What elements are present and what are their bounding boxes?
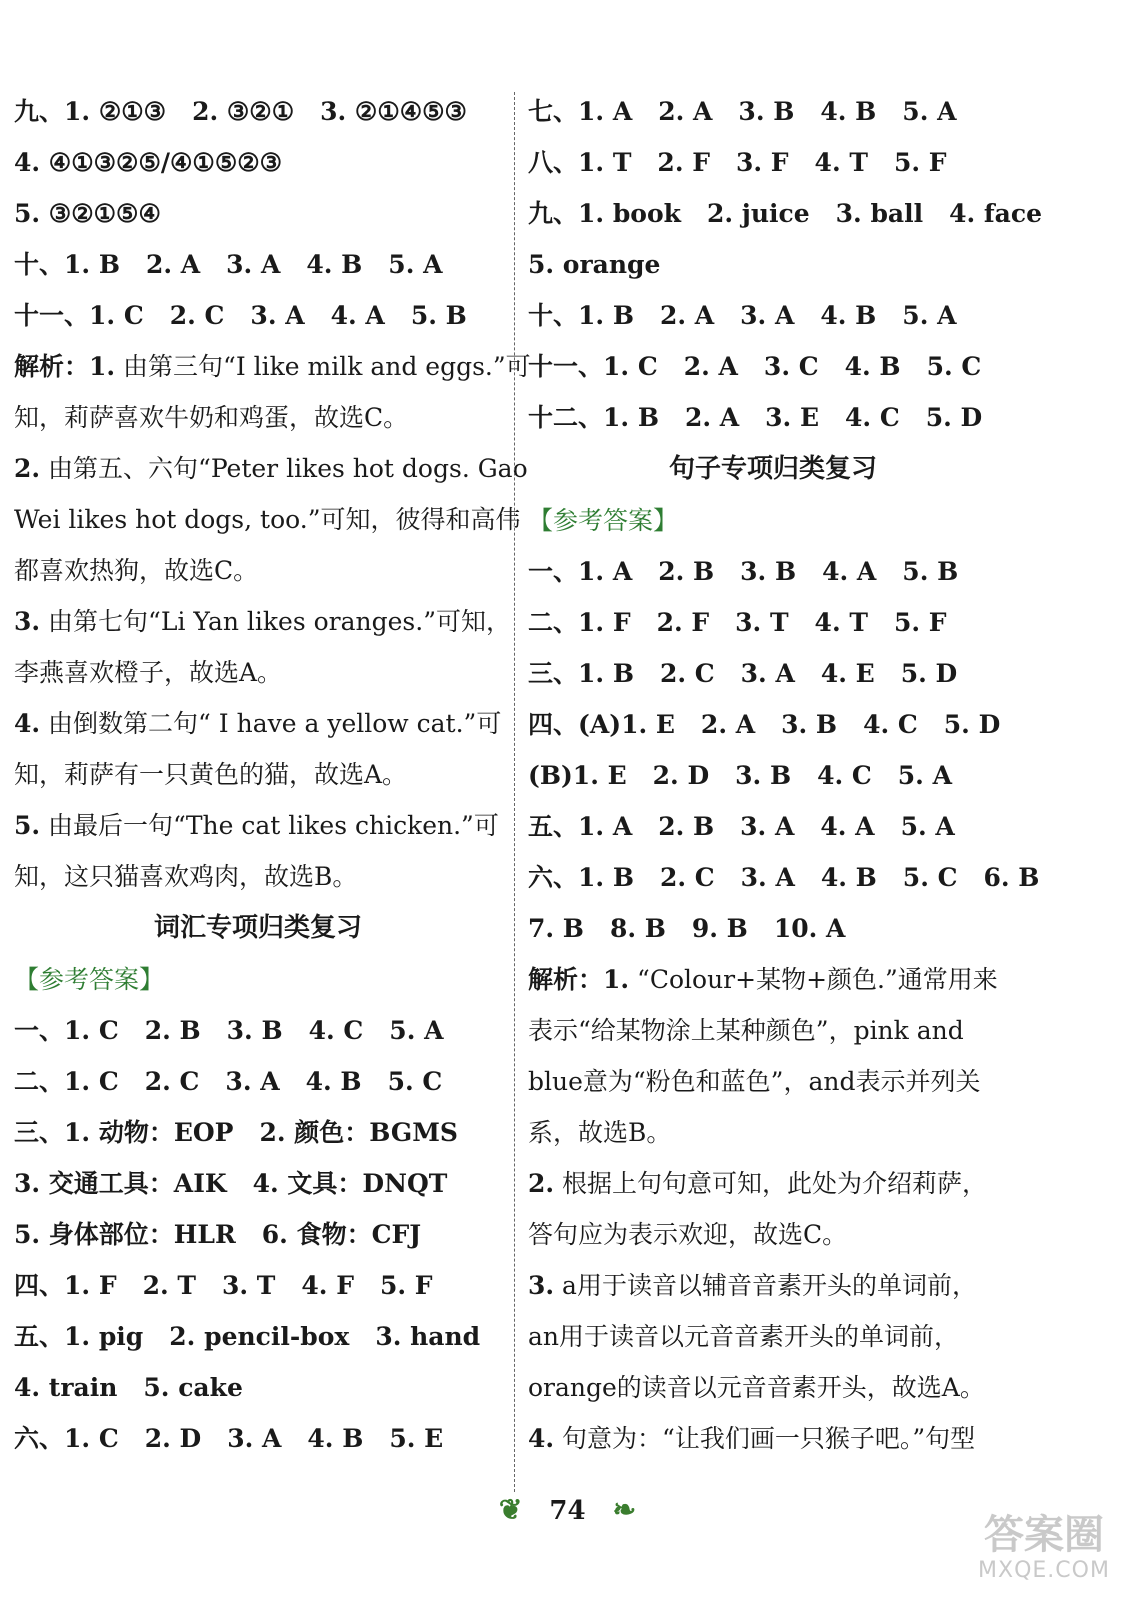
section-label: 九、 xyxy=(14,97,65,126)
page-number: 74 xyxy=(549,1496,586,1526)
answer-item: 2. A xyxy=(145,250,201,279)
section-label: 十二、 xyxy=(528,403,604,432)
explanation-text: blue意为“粉色和蓝色”，and表示并列关 xyxy=(528,1067,981,1096)
section-label: 九、 xyxy=(528,199,579,228)
explanation-line xyxy=(528,1158,1018,1209)
answer-item: 3. B xyxy=(740,557,797,586)
leaf-left-icon: ❦ xyxy=(498,1493,523,1526)
section-label: 三、 xyxy=(14,1118,65,1147)
answer-item: 4. ④①③②⑤/④①⑤②③ xyxy=(14,148,283,177)
answer-item: 4. A xyxy=(822,557,877,586)
answer-item: 1. C xyxy=(64,1016,119,1045)
answer-row xyxy=(14,1311,502,1362)
explanation-lead: 解析：1. xyxy=(528,965,630,994)
explanation-text: Wei likes hot dogs, too.”可知，彼得和高伟 xyxy=(14,505,521,534)
answer-item: 4. A xyxy=(330,301,385,330)
answer-item: 3. A xyxy=(225,1067,280,1096)
answer-item: 2. F xyxy=(656,608,710,637)
answer-item: 2. B xyxy=(658,812,715,841)
answer-item: 5. A xyxy=(902,301,957,330)
answer-item: 4. T xyxy=(814,148,868,177)
answer-item: 5. C xyxy=(387,1067,443,1096)
answer-row xyxy=(14,188,502,239)
section-label: 七、 xyxy=(528,97,579,126)
section-label: 一、 xyxy=(528,557,579,586)
section-label: 十一、 xyxy=(14,301,90,330)
explanation-line xyxy=(14,443,528,494)
answer-item: 4. B xyxy=(820,301,877,330)
answer-item: 1. A xyxy=(578,557,633,586)
answer-item: 6. B xyxy=(983,863,1040,892)
answer-item: 5. A xyxy=(389,1016,444,1045)
answer-row xyxy=(528,699,1018,750)
answer-item: 5. E xyxy=(389,1424,444,1453)
section-label: 十一、 xyxy=(528,352,604,381)
leaf-right-icon: ❧ xyxy=(612,1493,637,1526)
answer-item: 5. F xyxy=(893,148,947,177)
answer-item: 2. D xyxy=(144,1424,202,1453)
explanation-text: 由第五、六句“Peter likes hot dogs. Gao xyxy=(40,454,528,483)
right-column xyxy=(528,86,1043,1464)
answer-item: 2. juice xyxy=(706,199,810,228)
section-label: 六、 xyxy=(14,1424,65,1453)
answer-item: 5. F xyxy=(379,1271,433,1300)
answer-item: 2. A xyxy=(658,97,713,126)
answer-item: 3. F xyxy=(735,148,789,177)
answer-item: 4. B xyxy=(305,1067,362,1096)
section-label: 十、 xyxy=(528,301,579,330)
explanation-line xyxy=(14,341,531,392)
answer-item: 1. 动物：EOP xyxy=(64,1118,234,1147)
answer-item: 2. D xyxy=(652,761,710,790)
answer-row xyxy=(14,239,502,290)
answer-item: 5. A xyxy=(388,250,443,279)
answer-row xyxy=(528,86,1018,137)
answer-item: 1. C xyxy=(89,301,144,330)
section-label: 五、 xyxy=(528,812,579,841)
explanation-text: 由第三句“I like milk and eggs.”可 xyxy=(115,352,531,381)
answer-row xyxy=(528,648,1018,699)
answer-item: 4. face xyxy=(949,199,1043,228)
left-column xyxy=(14,86,531,1464)
answer-item: 8. B xyxy=(609,914,666,943)
answer-item: 4. A xyxy=(820,812,875,841)
answer-row xyxy=(528,597,1018,648)
answer-row xyxy=(14,290,502,341)
answer-item: 1. A xyxy=(578,97,633,126)
answer-item: 3. 交通工具：AIK xyxy=(14,1169,227,1198)
answer-row xyxy=(14,1158,502,1209)
answer-item: 2. C xyxy=(659,659,715,688)
answer-item: 1. C xyxy=(64,1067,119,1096)
answer-row xyxy=(528,546,1018,597)
explanation-text: “Colour+某物+颜色.”通常用来 xyxy=(629,965,998,994)
answer-item: 2. C xyxy=(169,301,225,330)
explanation-line xyxy=(528,1260,1018,1311)
answer-item: 1. F xyxy=(578,608,631,637)
answer-item: 2. A xyxy=(684,403,740,432)
answer-item: 7. B xyxy=(528,914,584,943)
section-label: 二、 xyxy=(14,1067,65,1096)
answer-item: 1. ②①③ xyxy=(64,97,167,126)
answer-item: 2. F xyxy=(657,148,710,177)
answer-row xyxy=(528,188,1043,239)
answer-item: 5. B xyxy=(410,301,467,330)
answer-item: 1. T xyxy=(578,148,632,177)
answer-item: 9. B xyxy=(691,914,748,943)
answer-item: 4. T xyxy=(814,608,868,637)
answer-item: 3. C xyxy=(763,352,819,381)
explanation-text: 知，莉萨有一只黄色的猫，故选A。 xyxy=(14,760,408,789)
answer-row xyxy=(14,1413,502,1464)
explanation-line xyxy=(528,1413,1018,1464)
explanation-lead: 2. xyxy=(528,1169,555,1198)
answer-item: 1. A xyxy=(578,812,633,841)
answer-item: 3. ball xyxy=(835,199,924,228)
answer-item: 4. C xyxy=(845,403,900,432)
answer-item: 4. C xyxy=(863,710,918,739)
answer-item: 5. 身体部位：HLR xyxy=(14,1220,236,1249)
answer-item: 3. A xyxy=(740,659,795,688)
answer-item: 4. B xyxy=(307,1424,364,1453)
explanation-line xyxy=(14,494,521,545)
answer-item: 3. B xyxy=(781,710,838,739)
answer-item: 4. C xyxy=(817,761,872,790)
explanation-line xyxy=(14,596,511,647)
answer-row xyxy=(528,341,1018,392)
section-label: 四、 xyxy=(14,1271,65,1300)
answer-item: 1. E xyxy=(621,710,675,739)
section-heading: 词汇专项归类复习 xyxy=(153,913,362,943)
explanation-line xyxy=(528,954,1018,1005)
explanation-text: 由最后一句“The cat likes chicken.”可 xyxy=(40,811,499,840)
explanation-line xyxy=(528,1107,1018,1158)
section-label: (B) xyxy=(528,761,573,790)
section-label: 五、 xyxy=(14,1322,65,1351)
answer-item: 4. F xyxy=(301,1271,354,1300)
answer-row xyxy=(14,86,502,137)
explanation-line xyxy=(14,392,502,443)
explanation-line xyxy=(14,698,502,749)
explanation-lead: 3. xyxy=(14,607,41,636)
answer-item: 1. pig xyxy=(64,1322,144,1351)
explanation-text: orange的读音以元音音素开头，故选A。 xyxy=(528,1373,985,1402)
answer-item: 4. 文具：DNQT xyxy=(252,1169,448,1198)
answer-item: 5. A xyxy=(900,812,955,841)
answer-item: 2. C xyxy=(659,863,715,892)
explanation-lead: 4. xyxy=(528,1424,555,1453)
explanation-line xyxy=(528,1005,1018,1056)
answer-item: 3. A xyxy=(740,863,795,892)
answer-row xyxy=(528,801,1018,852)
answer-item: 2. B xyxy=(658,557,715,586)
answer-item: 4. E xyxy=(820,659,875,688)
answer-item: 10. A xyxy=(773,914,846,943)
section-label: 一、 xyxy=(14,1016,65,1045)
answer-item: 4. B xyxy=(820,863,877,892)
section-label: 八、 xyxy=(528,148,579,177)
explanation-text: 句意为：“让我们画一只猴子吧。”句型 xyxy=(554,1424,976,1453)
answer-item: 5. D xyxy=(900,659,958,688)
answer-item: 5. orange xyxy=(528,250,661,279)
section-label: 十、 xyxy=(14,250,65,279)
answer-item: 2. ③②① xyxy=(192,97,295,126)
explanation-text: 系，故选B。 xyxy=(528,1118,672,1147)
answer-item: 1. B xyxy=(603,403,659,432)
answer-item: 2. A xyxy=(700,710,756,739)
explanation-text: an用于读音以元音音素开头的单词前， xyxy=(528,1322,960,1351)
answer-item: 1. F xyxy=(64,1271,117,1300)
answer-item: 5. C xyxy=(902,863,958,892)
answer-row xyxy=(528,852,1040,903)
explanation-text: 都喜欢热狗，故选C。 xyxy=(14,556,259,585)
explanation-line xyxy=(14,647,502,698)
answer-item: 3. E xyxy=(765,403,820,432)
answer-row xyxy=(528,903,1018,954)
answer-item: 3. T xyxy=(221,1271,276,1300)
answer-item: 3. A xyxy=(740,812,795,841)
answer-row xyxy=(14,1005,502,1056)
answer-item: 4. B xyxy=(820,97,877,126)
explanation-line xyxy=(528,1209,1018,1260)
answer-item: 1. B xyxy=(578,863,634,892)
section-label: 三、 xyxy=(528,659,579,688)
answer-item: 3. ②①④⑤③ xyxy=(320,97,467,126)
answer-item: 5. F xyxy=(893,608,947,637)
answer-item: 4. C xyxy=(308,1016,364,1045)
explanation-lead: 4. xyxy=(14,709,41,738)
explanation-line xyxy=(528,1056,1018,1107)
answer-item: 1. B xyxy=(64,250,120,279)
answer-item: 6. 食物：CFJ xyxy=(261,1220,422,1249)
answer-item: 2. pencil-box xyxy=(169,1322,350,1351)
answer-item: 3. A xyxy=(226,250,281,279)
answer-row xyxy=(528,392,1018,443)
column-divider xyxy=(514,92,515,1492)
answer-item: 2. T xyxy=(142,1271,196,1300)
section-label: 六、 xyxy=(528,863,579,892)
answer-item: 5. A xyxy=(902,97,957,126)
answer-item: 1. C xyxy=(64,1424,119,1453)
answer-item: 4. B xyxy=(306,250,363,279)
answer-item: 3. T xyxy=(735,608,789,637)
explanation-line xyxy=(14,851,502,902)
explanation-text: 由倒数第二句“ I have a yellow cat.”可 xyxy=(40,709,502,738)
answer-item: 5. C xyxy=(926,352,982,381)
explanation-text: 表示“给某物涂上某种颜色”，pink and xyxy=(528,1016,964,1045)
answer-item: 2. B xyxy=(144,1016,201,1045)
answer-item: 5. D xyxy=(943,710,1001,739)
answer-item: 5. B xyxy=(902,557,959,586)
answer-item: 3. A xyxy=(227,1424,282,1453)
answer-item: 5. cake xyxy=(143,1373,243,1402)
explanation-lead: 3. xyxy=(528,1271,555,1300)
answer-item: 1. B xyxy=(578,301,634,330)
answer-item: 3. A xyxy=(740,301,795,330)
answer-item: 3. B xyxy=(735,761,792,790)
explanation-lead: 解析：1. xyxy=(14,352,116,381)
answer-item: 3. B xyxy=(226,1016,283,1045)
answer-item: 5. A xyxy=(897,761,952,790)
explanation-lead: 2. xyxy=(14,454,41,483)
answer-item: 2. C xyxy=(144,1067,200,1096)
answer-item: 1. B xyxy=(578,659,634,688)
answer-row xyxy=(14,1260,502,1311)
reference-answer-label: 【参考答案】 xyxy=(528,506,679,535)
explanation-line xyxy=(14,545,502,596)
answer-item: 5. D xyxy=(925,403,983,432)
answer-item: 3. B xyxy=(738,97,795,126)
answer-item: 1. E xyxy=(572,761,627,790)
answer-row xyxy=(528,239,1018,290)
answer-row xyxy=(14,1362,502,1413)
answer-item: 2. A xyxy=(659,301,715,330)
answer-row xyxy=(528,750,1018,801)
explanation-text: a用于读音以辅音音素开头的单词前， xyxy=(554,1271,977,1300)
page-footer xyxy=(0,1480,1135,1540)
answer-item: 3. A xyxy=(250,301,305,330)
answer-row xyxy=(14,137,502,188)
answer-row xyxy=(528,137,1018,188)
explanation-text: 知，莉萨喜欢牛奶和鸡蛋，故选C。 xyxy=(14,403,409,432)
answer-item: 3. hand xyxy=(375,1322,481,1351)
watermark-line-2: MXQE.COM xyxy=(978,1558,1110,1583)
answer-item: 2. 颜色：BGMS xyxy=(259,1118,458,1147)
answer-item: 2. A xyxy=(683,352,738,381)
explanation-text: 根据上句句意可知，此处为介绍莉萨， xyxy=(554,1169,988,1198)
section-heading: 句子专项归类复习 xyxy=(668,454,877,484)
explanation-line xyxy=(528,1362,1018,1413)
section-label: 四、(A) xyxy=(528,710,622,739)
answer-item: 1. C xyxy=(603,352,658,381)
answer-row xyxy=(528,290,1018,341)
answer-row xyxy=(14,1056,502,1107)
answer-item: 4. B xyxy=(844,352,901,381)
watermark-logo xyxy=(969,1512,1119,1592)
explanation-text: 李燕喜欢橙子，故选A。 xyxy=(14,658,283,687)
explanation-line xyxy=(528,1311,1018,1362)
watermark-line-1: 答案圈 xyxy=(984,1512,1104,1558)
answer-item: 5. ③②①⑤④ xyxy=(14,199,161,228)
explanation-text: 知，这只猫喜欢鸡肉，故选B。 xyxy=(14,862,358,891)
reference-answer-label: 【参考答案】 xyxy=(14,965,165,994)
answer-row xyxy=(14,1209,502,1260)
answer-item: 1. book xyxy=(578,199,681,228)
section-label: 二、 xyxy=(528,608,579,637)
explanation-text: 答句应为表示欢迎，故选C。 xyxy=(528,1220,848,1249)
explanation-lead: 5. xyxy=(14,811,41,840)
answer-item: 4. train xyxy=(14,1373,118,1402)
explanation-line xyxy=(14,800,502,851)
explanation-text: 由第七句“Li Yan likes oranges.”可知， xyxy=(40,607,511,636)
answer-row xyxy=(14,1107,502,1158)
explanation-line xyxy=(14,749,502,800)
